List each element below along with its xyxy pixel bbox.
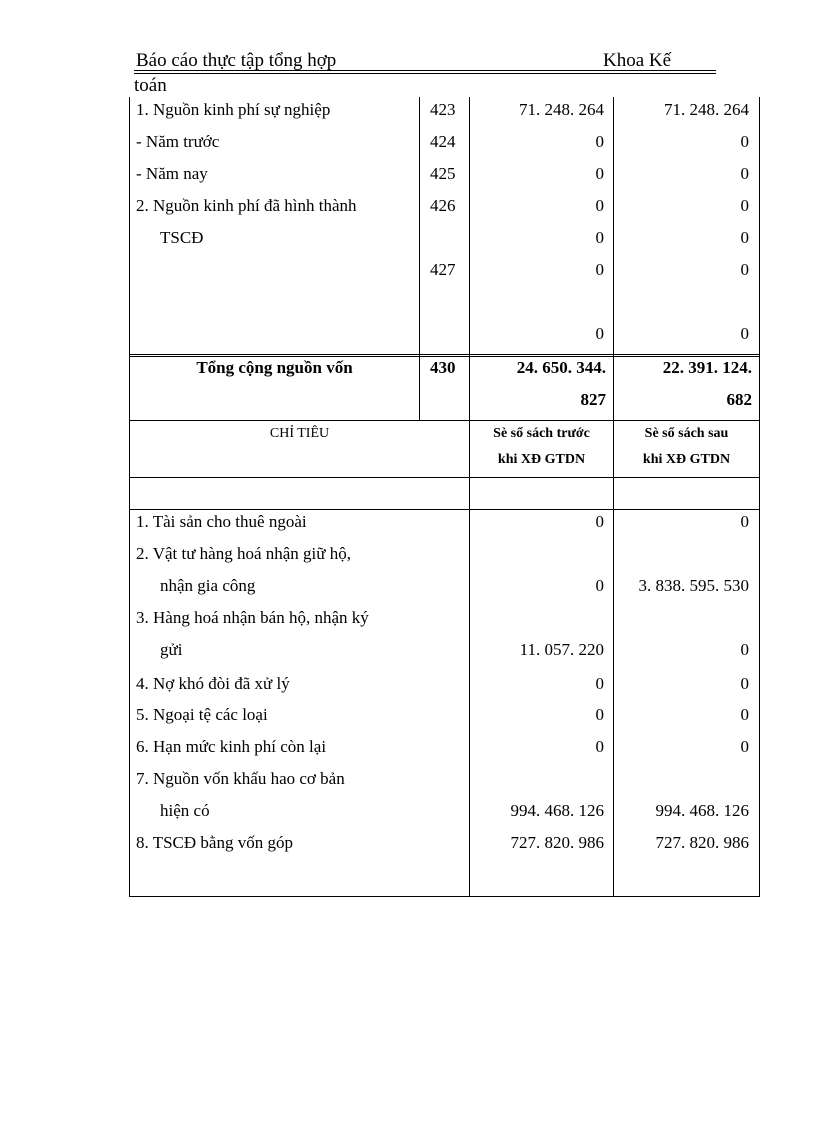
row-label: 1. Tài sản cho thuê ngoài xyxy=(136,512,307,531)
row-label: nhận gia công xyxy=(160,576,256,595)
row-label: gửi xyxy=(160,640,183,659)
value-before: 71. 248. 264 xyxy=(519,100,604,119)
total-label: Tổng cộng nguồn vốn xyxy=(196,358,353,377)
value-before: 727. 820. 986 xyxy=(510,833,604,852)
table-border xyxy=(129,477,760,478)
value-before: 0 xyxy=(595,576,604,595)
value-after: 0 xyxy=(740,640,749,659)
row-label: 2. Vật tư hàng hoá nhận giữ hộ, xyxy=(136,544,351,563)
table-border xyxy=(129,420,130,897)
table-border xyxy=(129,896,760,897)
value-before: 0 xyxy=(595,737,604,756)
row-code: 424 xyxy=(430,132,456,151)
total-code: 430 xyxy=(430,358,456,377)
header-underline xyxy=(134,70,716,71)
value-after: 0 xyxy=(740,705,749,724)
value-after: 0 xyxy=(740,737,749,756)
row-code: 427 xyxy=(430,260,456,279)
table-border xyxy=(759,97,760,897)
row-label: - Năm nay xyxy=(136,164,208,183)
row-label: 6. Hạn mức kinh phí còn lại xyxy=(136,737,327,756)
row-label: 2. Nguồn kinh phí đã hình thành xyxy=(136,196,357,215)
row-label: hiện có xyxy=(160,801,210,820)
value-before: 0 xyxy=(595,324,604,343)
value-after: 0 xyxy=(740,324,749,343)
row-code: 425 xyxy=(430,164,456,183)
value-after: 0 xyxy=(740,164,749,183)
table-border xyxy=(613,97,614,897)
table-border xyxy=(469,97,470,897)
column-header-after-2: khi XĐ GTDN xyxy=(642,452,731,467)
page-header xyxy=(134,50,716,72)
value-after: 0 xyxy=(740,228,749,247)
column-header-before-2: khi XĐ GTDN xyxy=(497,452,586,467)
value-before: 0 xyxy=(595,260,604,279)
table-border xyxy=(419,97,420,420)
value-before: 0 xyxy=(595,674,604,693)
value-before: 0 xyxy=(595,228,604,247)
row-code: 423 xyxy=(430,100,456,119)
value-before: 0 xyxy=(595,196,604,215)
value-after: 727. 820. 986 xyxy=(655,833,749,852)
row-code: 426 xyxy=(430,196,456,215)
row-label: 7. Nguồn vốn khấu hao cơ bản xyxy=(136,769,345,788)
value-after: 3. 838. 595. 530 xyxy=(638,576,749,595)
table-border xyxy=(129,420,760,421)
total-after-cont: 682 xyxy=(726,390,752,409)
column-header-indicator: CHỈ TIÊU xyxy=(269,426,330,441)
total-before: 24. 650. 344. xyxy=(516,358,606,377)
value-after: 0 xyxy=(740,132,749,151)
value-before: 0 xyxy=(595,705,604,724)
table-border xyxy=(129,356,760,357)
column-header-before: Sè sổ sách trước xyxy=(493,426,590,441)
row-label: 5. Ngoại tệ các loại xyxy=(136,705,268,724)
row-label: TSCĐ xyxy=(160,228,204,247)
value-before: 0 xyxy=(595,164,604,183)
value-after: 0 xyxy=(740,196,749,215)
total-after: 22. 391. 124. xyxy=(662,358,752,377)
row-label: 8. TSCĐ bằng vốn góp xyxy=(136,833,293,852)
value-after: 0 xyxy=(740,674,749,693)
report-title: Báo cáo thực tập tổng hợp xyxy=(136,50,337,71)
row-label: 3. Hàng hoá nhận bán hộ, nhận ký xyxy=(136,608,369,627)
value-after: 994. 468. 126 xyxy=(655,801,749,820)
value-before: 11. 057. 220 xyxy=(519,640,604,659)
value-before: 994. 468. 126 xyxy=(510,801,604,820)
department-label-continued: toán xyxy=(134,75,167,96)
value-after: 0 xyxy=(740,260,749,279)
table-border xyxy=(129,509,760,510)
department-label: Khoa Kế xyxy=(603,50,672,71)
value-before: 0 xyxy=(595,132,604,151)
row-label: - Năm trước xyxy=(136,132,220,151)
table-border xyxy=(129,354,760,355)
value-after: 0 xyxy=(740,512,749,531)
value-after: 71. 248. 264 xyxy=(664,100,749,119)
row-label: 1. Nguồn kinh phí sự nghiệp xyxy=(136,100,331,119)
total-before-cont: 827 xyxy=(580,390,606,409)
header-underline xyxy=(134,73,716,74)
row-label: 4. Nợ khó đòi đã xử lý xyxy=(136,674,290,693)
column-header-after: Sè sổ sách sau xyxy=(644,426,729,441)
value-before: 0 xyxy=(595,512,604,531)
